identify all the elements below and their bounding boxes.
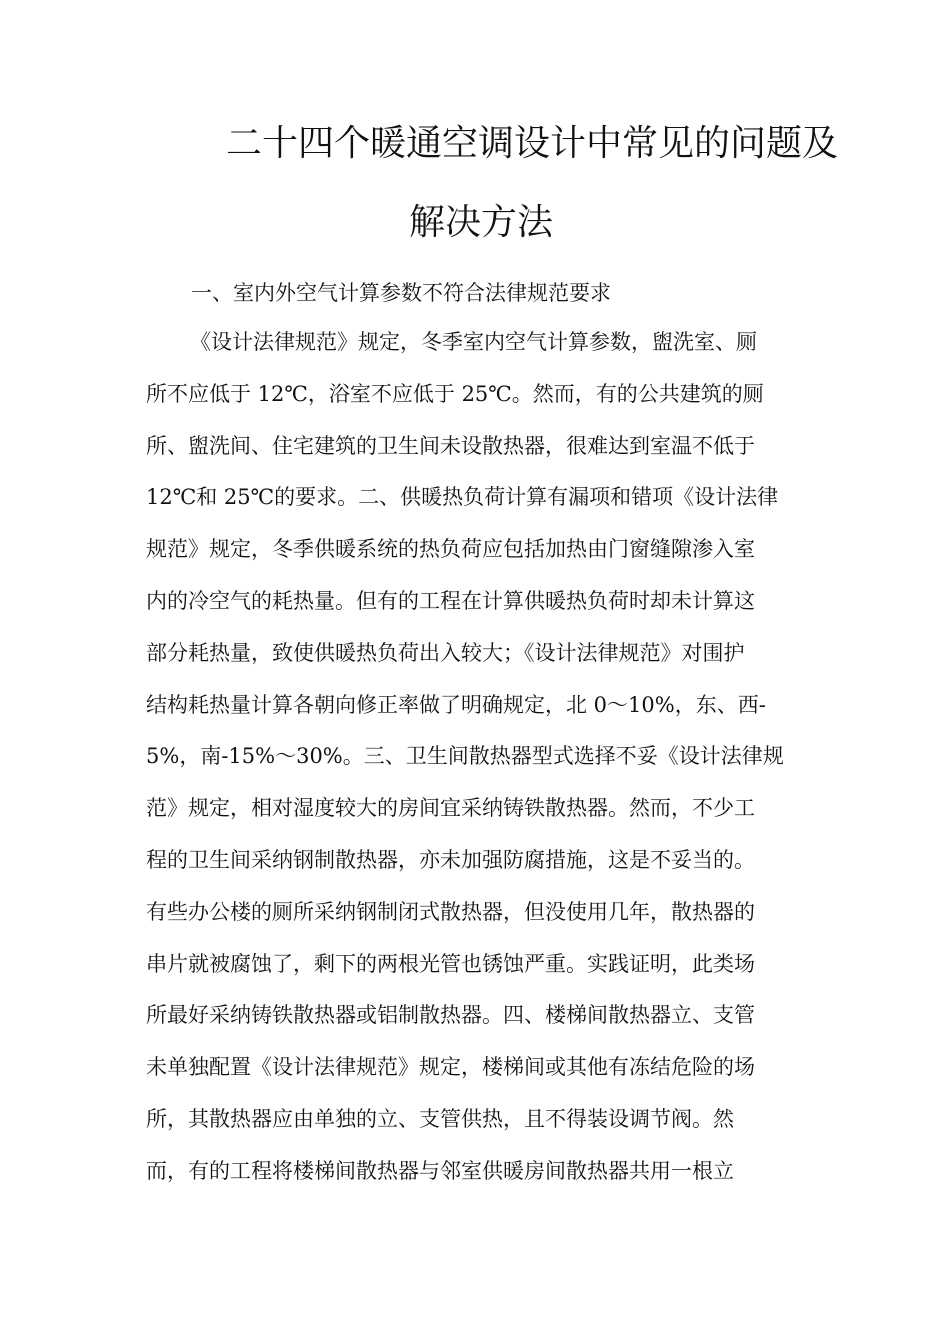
body-line: 而，有的工程将楼梯间散热器与邻室供暖房间散热器共用一根立 (146, 1158, 734, 1183)
body-line: 规范》规定，冬季供暖系统的热负荷应包括加热由门窗缝隙渗入室 (146, 537, 755, 562)
document-title-line-2: 解决方法 (409, 202, 554, 243)
body-line: 结构耗热量计算各朝向修正率做了明确规定，北 0～10%，东、西- (146, 692, 766, 717)
body-line: 《设计法律规范》规定，冬季室内空气计算参数，盥洗室、厕 (190, 330, 757, 354)
body-line: 所，其散热器应由单独的立、支管供热，且不得装设调节阀。然 (146, 1106, 734, 1131)
body-line: 串片就被腐蚀了，剩下的两根光管也锈蚀严重。实践证明，此类场 (146, 951, 755, 976)
document-title-line-1: 二十四个暖通空调设计中常见的问题及 (226, 123, 839, 164)
body-line: 范》规定，相对湿度较大的房间宜采纳铸铁散热器。然而，不少工 (146, 796, 755, 821)
body-line: 5%，南-15%～30%。三、卫生间散热器型式选择不妥《设计法律规 (146, 744, 784, 769)
section-heading: 一、室内外空气计算参数不符合法律规范要求 (191, 281, 611, 305)
body-line: 程的卫生间采纳钢制散热器，亦未加强防腐措施，这是不妥当的。 (146, 847, 755, 872)
body-line: 所、盥洗间、住宅建筑的卫生间未设散热器，很难达到室温不低于 (146, 433, 755, 458)
body-line: 有些办公楼的厕所采纳钢制闭式散热器，但没使用几年，散热器的 (146, 899, 755, 924)
body-line: 未单独配置《设计法律规范》规定，楼梯间或其他有冻结危险的场 (146, 1055, 755, 1080)
body-line: 12℃和 25℃的要求。二、供暖热负荷计算有漏项和错项《设计法律 (146, 485, 779, 510)
body-line: 部分耗热量，致使供暖热负荷出入较大；《设计法律规范》对围护 (146, 640, 745, 665)
body-line: 内的冷空气的耗热量。但有的工程在计算供暖热负荷时却未计算这 (146, 588, 755, 613)
body-paragraph (146, 328, 806, 1209)
body-line: 所最好采纳铸铁散热器或铝制散热器。四、楼梯间散热器立、支管 (146, 1003, 755, 1028)
body-line: 所不应低于 12℃，浴室不应低于 25℃。然而，有的公共建筑的厕 (146, 381, 764, 406)
